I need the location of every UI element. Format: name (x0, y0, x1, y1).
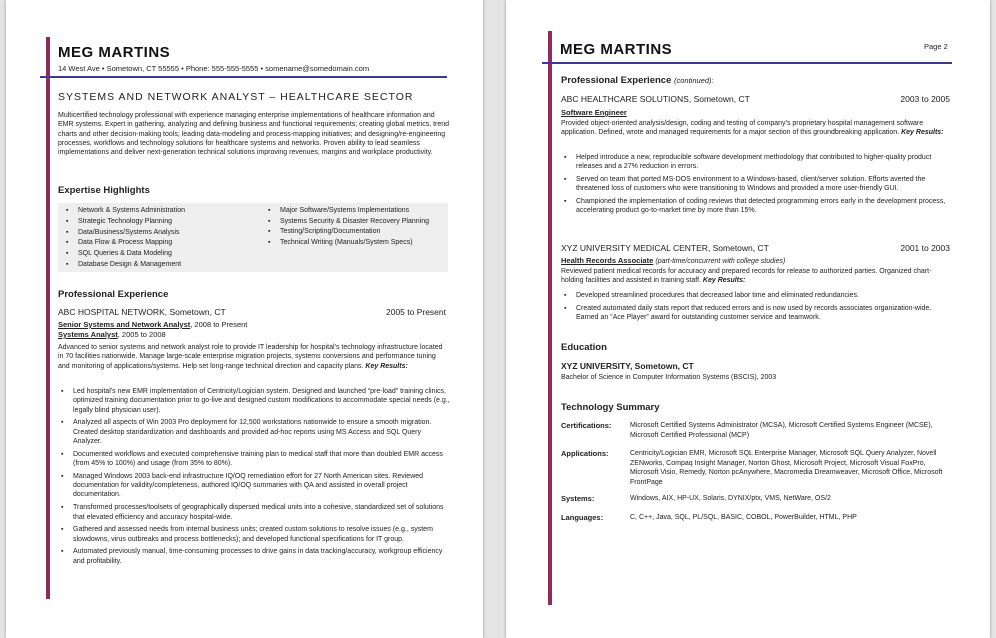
company-name: ABC HOSPITAL NETWORK, Sometown, CT (58, 307, 226, 317)
job-description (58, 343, 446, 371)
list-item: ▪ Data Flow & Process Mapping (72, 238, 257, 249)
resume-page-2 (506, 0, 990, 638)
job-title-line (58, 330, 166, 339)
job-title: Health Records Associate (561, 256, 654, 265)
list-item: ▪ Strategic Technology Planning (72, 217, 257, 228)
degree: Bachelor of Science in Computer Information Systems (BSCIS), 2003 (561, 374, 777, 381)
candidate-name: MEG MARTINS (58, 44, 171, 61)
list-item: ▪ Network & Systems Administration (72, 206, 257, 217)
expertise-list-left (62, 206, 257, 271)
tech-label: Systems: (561, 494, 595, 503)
job-header (58, 307, 446, 317)
job-bullets (561, 291, 952, 326)
list-item: ▪ Served on team that ported MS-DOS environment to a Windows-based, client/server solution. Efforts averted the threatened loss of customers who were transitioning to Windows and provided a more user-friendly GUI. (561, 175, 952, 194)
job-dates: 2001 to 2003 (900, 243, 950, 253)
expertise-heading: Expertise Highlights (58, 185, 150, 196)
candidate-name: MEG MARTINS (560, 41, 673, 58)
list-item: ▪ Automated previously manual, time-consuming processes to drive gains in data tracking/accuracy, workgroup efficiency and profitability. (58, 547, 450, 566)
list-item: ▪ Helped introduce a new, reproducible software development methodology that contributed to higher-quality product releases and a 27% reduction in errors. (561, 153, 952, 172)
list-item: ▪ Database Design & Management (72, 260, 257, 271)
list-item: ▪ Transformed processes/toolsets of geographically dispersed medical units into a cohesive, standardized set of solutions that elevated efficiency and accuracy hospital-wide. (58, 503, 450, 522)
list-item: ▪ Led hospital’s new EMR implementation of Centricity/Logician system. Designed and launched “pre-load” training clinics, optimized training documentation prior to go-live and designed custom modifications to accommodate special needs (e.g., legally blind physician user). (58, 387, 450, 415)
headline: SYSTEMS AND NETWORK ANALYST – HEALTHCARE SECTOR (58, 91, 414, 103)
company-name: XYZ UNIVERSITY MEDICAL CENTER, Sometown, CT (561, 243, 769, 253)
job-description-text: Provided object-oriented analysis/design, coding and testing of company’s proprietary hospital management software application. Defined, wrote and managed requirements for a major section of this groundbreaking application. (561, 120, 924, 137)
list-item: ▪ SQL Queries & Data Modeling (72, 249, 257, 260)
company-name: ABC HEALTHCARE SOLUTIONS, Sometown, CT (561, 94, 750, 104)
tech-value: Windows, AIX, HP-UX, Solaris, DYNIX/ptx, VMS, NetWare, OS/2 (630, 495, 831, 502)
job-title-line (58, 320, 247, 329)
list-item: ▪ Championed the implementation of coding reviews that detected programming errors early in the development process, accelerating product go-to-market time by more than 15%. (561, 197, 952, 216)
expertise-box (58, 203, 448, 272)
header-rule (542, 62, 952, 64)
list-item: ▪ Documented workflows and executed comprehensive training plan to medical staff that more than doubled EMR access (from 45% to 100%) and usage (from 35% to 80%). (58, 450, 450, 469)
resume-page-1 (6, 0, 483, 638)
job-dates: 2005 to Present (385, 307, 446, 317)
list-item: ▪ Managed Windows 2003 back-end infrastructure IQ/OQ remediation effort for 27 North American sites. Reviewed documentation for validity/completeness, authored IQ/OQ summaries with QA and assisted in overall project documentation. (58, 472, 450, 500)
list-item: ▪ Gathered and assessed needs from internal business units; created custom solutions to resolve issues (e.g., system slowdowns, virus outbreaks and process bottlenecks); and developed functional specifications for IT group. (58, 525, 450, 544)
list-item: ▪ Systems Security & Disaster Recovery Planning (274, 217, 454, 227)
job-description-text: Advanced to senior systems and network analyst role to provide IT leadership for hospital’s technology infrastructure located in 70 facilities nationwide. Manage large-scale enterprise migration projects, systems conversions and performance tuning and monitoring of applications/systems. Help set long-range technical direction and capacity plans. (58, 344, 443, 370)
tech-label: Languages: (561, 513, 604, 522)
job-description (561, 119, 952, 138)
expertise-list-right (264, 206, 454, 249)
experience-heading: Professional Experience (58, 289, 169, 300)
job-bullets (561, 153, 952, 219)
job-header (561, 94, 950, 104)
job-bullets (58, 387, 450, 570)
job-title-note: (part-time/concurrent with college studies) (655, 258, 786, 265)
page-number: Page 2 (924, 42, 948, 51)
experience-heading-text: Professional Experience (561, 75, 672, 86)
experience-heading (561, 75, 714, 86)
header-rule (40, 76, 447, 78)
job-dates: 2003 to 2005 (900, 94, 950, 104)
list-item: ▪ Technical Writing (Manuals/System Specs) (274, 238, 454, 249)
continued-label: (continued): (674, 76, 714, 85)
job-title-line (561, 108, 627, 117)
job-description-text: Reviewed patient medical records for accuracy and prepared records for release to authorized parties. Organized chart-holding facilities and assisted in training staff. (561, 268, 932, 285)
education-heading: Education (561, 342, 607, 353)
accent-bar (46, 37, 50, 599)
list-item: ▪ Developed streamlined procedures that decreased labor time and eliminated redundancies. (561, 291, 952, 300)
job-title: Senior Systems and Network Analyst (58, 320, 191, 329)
tech-label: Applications: (561, 449, 609, 458)
tech-label: Certifications: (561, 421, 612, 430)
key-results-label: Key Results: (901, 129, 944, 137)
school-name: XYZ UNIVERSITY, Sometown, CT (561, 361, 694, 371)
job-title-line (561, 256, 785, 265)
job-title-dates: , 2008 to Present (190, 320, 248, 329)
tech-value: Microsoft Certified Systems Administrator (MCSA), Microsoft Certified Systems Engineer (MCSE), Microsoft Certified Professional (MCP) (630, 422, 933, 439)
job-title: Systems Analyst (58, 330, 118, 339)
key-results-label: Key Results: (702, 277, 746, 285)
contact-info: 14 West Ave • Sometown, CT 55555 • Phone: 555-555-5555 • somename@somedomain.com (58, 64, 370, 73)
job-title: Software Engineer (561, 108, 627, 117)
list-item: ▪ Created automated daily stats report that reduced errors and is now used by records associates organization-wide. Earned an “Ace Player” award for outstanding customer service and teamwork. (561, 304, 952, 323)
list-item: ▪ Data/Business/Systems Analysis (72, 228, 257, 239)
tech-heading: Technology Summary (561, 402, 660, 413)
job-description (561, 267, 952, 286)
list-item: ▪ Testing/Scripting/Documentation (274, 227, 454, 238)
tech-summary (561, 421, 952, 531)
tech-value: C, C++, Java, SQL, PL/SQL, BASIC, COBOL, PowerBuilder, HTML, PHP (630, 514, 857, 521)
tech-value: Centricity/Logician EMR, Microsoft SQL Enterprise Manager, Microsoft SQL Query Analyzer, Novell ZENworks, Compaq Insight Manager, Norton Ghost, Microsoft Project, Microsoft Visual FoxPro, Microsoft Visio, Remedy, Norton pcAnywhere, Macromedia Dreamweaver, Microsoft Office, Microsoft FrontPage (630, 450, 943, 486)
key-results-label: Key Results: (365, 362, 408, 370)
job-header (561, 243, 950, 253)
accent-bar (548, 31, 552, 605)
list-item: ▪ Major Software/Systems Implementations (274, 206, 454, 217)
list-item: ▪ Analyzed all aspects of Win 2003 Pro deployment for 12,500 workstations nationwide to ensure a smooth migration. Created desktop standardization and dashboards and provided ad-hoc reports using MS Access and SQL Query Analyzer. (58, 418, 450, 446)
job-title-dates: , 2005 to 2008 (117, 330, 166, 339)
summary: Multicertified technology professional with experience managing enterprise implementations of healthcare information and EMR systems. Expert in gathering, analyzing and defining business and functional requirements; creating global metrics, trend charts and other decision-making tools; leading data-modeling and process-mapping initiatives; and designing/re-engineering processes, workflows and technology solutions for healthcare systems and networks. Proven ability to lead seamless implementations and deliver next-generation technical solutions improving revenues, margins and workplace productivity. (58, 112, 450, 157)
